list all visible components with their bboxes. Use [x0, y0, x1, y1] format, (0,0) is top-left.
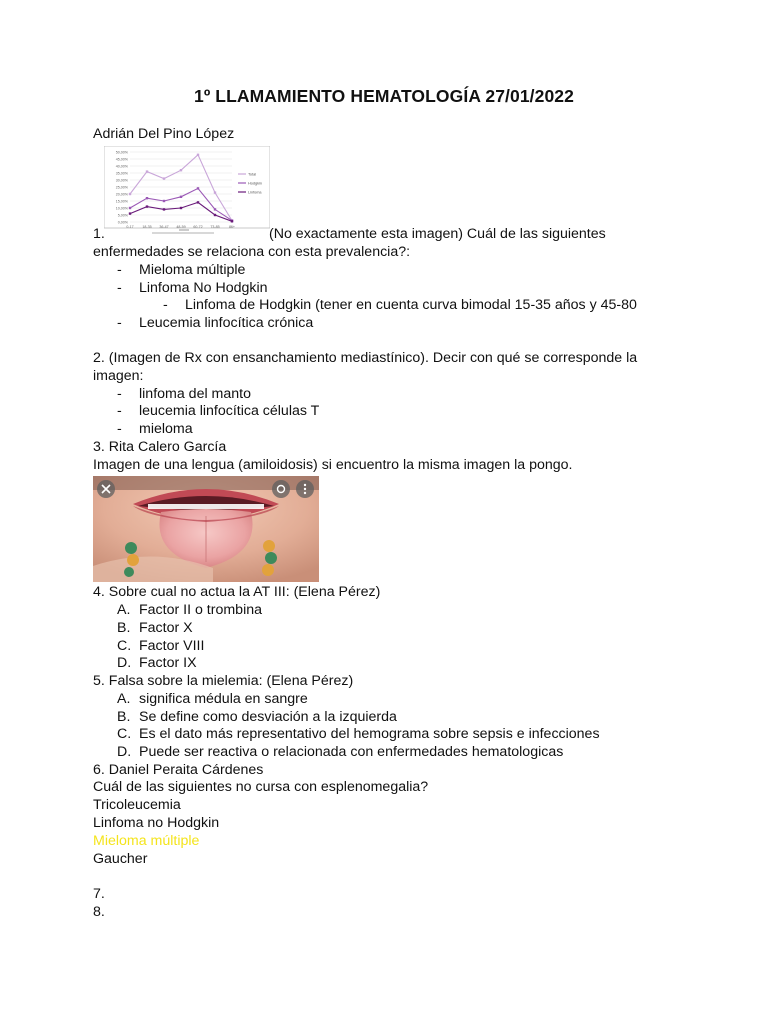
q4-option	[117, 620, 193, 637]
page-title: 1º LLAMAMIENTO HEMATOLOGÍA 27/01/2022	[194, 86, 574, 106]
data-point	[197, 201, 199, 203]
q6-option: Gaucher	[93, 851, 148, 867]
option-letter: D.	[117, 655, 132, 671]
tongue-photo-drawing	[93, 476, 319, 582]
q1-option	[117, 262, 245, 279]
option-letter: B.	[117, 620, 131, 636]
option-letter: D.	[117, 744, 132, 760]
q7-number: 7.	[93, 886, 105, 902]
data-point	[129, 193, 131, 195]
data-point	[129, 212, 131, 214]
legend-label: Linfoma	[248, 190, 262, 195]
data-point	[180, 207, 182, 209]
q1-option-label: Linfoma No Hodgkin	[139, 280, 268, 296]
q6-author: 6. Daniel Peraita Cárdenes	[93, 762, 264, 778]
chart-svg	[104, 146, 270, 236]
q1-subpoint	[163, 297, 637, 314]
option-label: Se define como desviación a la izquierda	[139, 709, 397, 725]
q6-option: Tricoleucemia	[93, 797, 181, 813]
x-tick-label: 36-47	[159, 225, 169, 229]
data-point	[197, 154, 199, 156]
dash: -	[163, 297, 168, 313]
q1-option	[117, 315, 313, 332]
data-point	[146, 197, 148, 199]
author-name: Adrián Del Pino López	[93, 126, 235, 142]
option-label: Puede ser reactiva o relacionada con enfermedades hematologicas	[139, 744, 564, 760]
close-icon[interactable]	[97, 480, 115, 498]
dash: -	[117, 403, 122, 419]
legend-label: Total	[248, 172, 257, 177]
data-point	[214, 208, 216, 210]
data-point	[214, 214, 216, 216]
data-point	[163, 200, 165, 202]
y-tick-label: 15,00%	[115, 199, 128, 204]
dash: -	[117, 262, 122, 278]
data-point	[146, 205, 148, 207]
q4-option	[117, 655, 197, 672]
more-icon[interactable]	[296, 480, 314, 498]
data-point	[197, 187, 199, 189]
data-point	[163, 177, 165, 179]
q2-option-label: linfoma del manto	[139, 386, 251, 402]
q2-text-line2: imagen:	[93, 368, 144, 384]
q5-option	[117, 709, 397, 726]
x-tick-label: 73-85	[210, 225, 220, 229]
option-letter: A.	[117, 691, 131, 707]
y-tick-label: 5,00%	[117, 213, 128, 218]
option-label: Factor IX	[139, 655, 197, 671]
data-point	[180, 169, 182, 171]
option-label: significa médula en sangre	[139, 691, 308, 707]
q1-option-label: Mieloma múltiple	[139, 262, 246, 278]
y-tick-label: 45,00%	[115, 157, 128, 162]
data-point	[146, 170, 148, 172]
x-tick-label: 0-17	[126, 225, 134, 229]
option-label: Factor VIII	[139, 638, 205, 654]
tongue-photo	[93, 476, 319, 582]
q3-text-line1: 3. Rita Calero García	[93, 439, 227, 455]
y-tick-label: 0,00%	[117, 220, 128, 225]
q2-text-line1: 2. (Imagen de Rx con ensanchamiento mediastínico). Decir con qué se corresponde la	[93, 350, 638, 366]
dash: -	[117, 386, 122, 402]
x-tick-label: 48-59	[176, 225, 186, 229]
x-tick-label: 86+	[228, 225, 236, 229]
q1-text-line1: (No exactamente esta imagen) Cuál de las siguientes	[269, 226, 606, 242]
lens-icon[interactable]	[272, 480, 290, 498]
y-tick-label: 20,00%	[115, 192, 128, 197]
q1-option	[117, 280, 268, 297]
q2-option	[117, 421, 193, 438]
y-tick-label: 10,00%	[115, 206, 128, 211]
q2-option-label: mieloma	[139, 421, 193, 437]
legend-label: Hodgkin	[248, 181, 262, 186]
q4-text: 4. Sobre cual no actua la AT III: (Elena Pérez)	[93, 584, 381, 600]
option-label: Factor X	[139, 620, 193, 636]
data-point	[129, 207, 131, 209]
option-label: Es el dato más representativo del hemograma sobre sepsis e infecciones	[139, 726, 600, 742]
y-tick-label: 25,00%	[115, 185, 128, 190]
q8-number: 8.	[93, 904, 105, 920]
y-tick-label: 50,00%	[115, 150, 128, 155]
q2-option	[117, 403, 319, 420]
dash: -	[117, 315, 122, 331]
option-letter: A.	[117, 602, 131, 618]
data-point	[231, 220, 233, 222]
q4-option	[117, 638, 204, 655]
q2-option-label: leucemia linfocítica células T	[139, 403, 320, 419]
y-tick-label: 30,00%	[115, 178, 128, 183]
dash: -	[117, 421, 122, 437]
option-letter: B.	[117, 709, 131, 725]
x-tick-label: 18-35	[142, 225, 152, 229]
q5-option	[117, 744, 563, 761]
option-label: Factor II o trombina	[139, 602, 263, 618]
prevalence-chart	[104, 146, 270, 236]
q1-subpoint-label: Linfoma de Hodgkin (tener en cuenta curva bimodal 15-35 años y 45-80	[185, 297, 637, 313]
y-tick-label: 40,00%	[115, 164, 128, 169]
q4-option	[117, 602, 262, 619]
q6-option: Linfoma no Hodgkin	[93, 815, 220, 831]
q1-number: 1.	[93, 226, 105, 242]
x-tick-label: 60-72	[193, 225, 203, 229]
y-tick-label: 35,00%	[115, 171, 128, 176]
q5-option	[117, 726, 600, 743]
q1-option-label: Leucemia linfocítica crónica	[139, 315, 314, 331]
data-point	[180, 196, 182, 198]
q3-text-line2: Imagen de una lengua (amiloidosis) si encuentro la misma imagen la pongo.	[93, 457, 573, 473]
q1-text-line2: enfermedades se relaciona con esta prevalencia?:	[93, 244, 411, 260]
q6-text: Cuál de las siguientes no cursa con esplenomegalia?	[93, 779, 429, 795]
data-point	[214, 191, 216, 193]
data-point	[163, 208, 165, 210]
q6-option-highlighted: Mieloma múltiple	[93, 833, 200, 849]
q2-option	[117, 386, 251, 403]
dash: -	[117, 280, 122, 296]
q5-option	[117, 691, 308, 708]
q5-text: 5. Falsa sobre la mielemia: (Elena Pérez)	[93, 673, 354, 689]
option-letter: C.	[117, 638, 132, 654]
option-letter: C.	[117, 726, 132, 742]
